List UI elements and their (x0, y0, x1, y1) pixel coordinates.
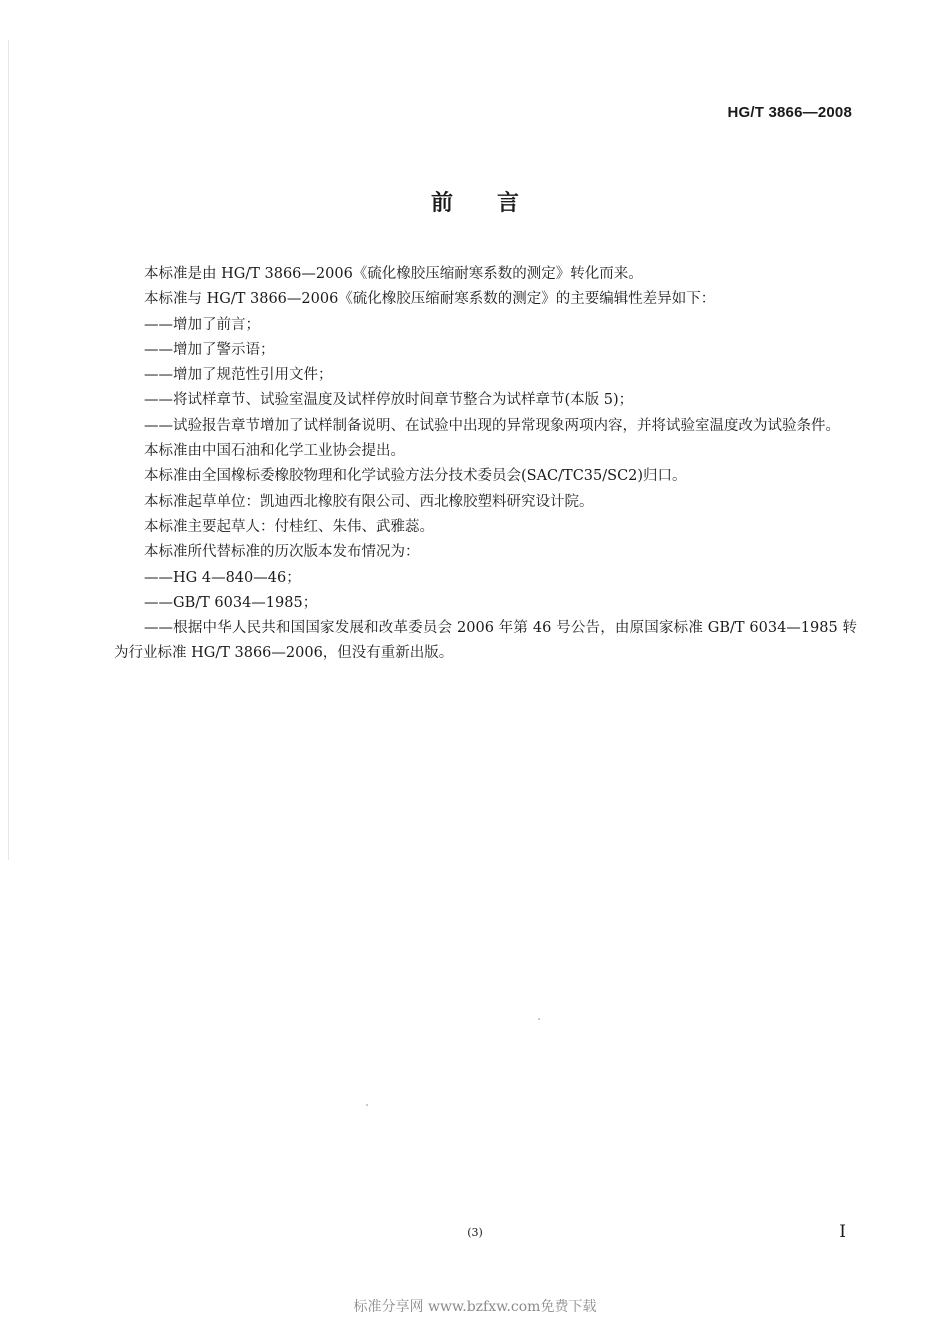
roman-page-number: I (839, 1222, 846, 1242)
standard-code: HG/T 3866—2008 (727, 104, 852, 121)
page-title: 前言 (430, 191, 563, 216)
paragraph: 本标准起草单位：凯迪西北橡胶有限公司、西北橡胶塑料研究设计院。 (144, 493, 594, 510)
list-item: ——增加了前言； (144, 316, 260, 333)
list-item: ——增加了警示语； (144, 341, 275, 358)
scan-speck (366, 1104, 368, 1106)
paragraph: 本标准与 HG/T 3866—2006《硫化橡胶压缩耐寒系数的测定》的主要编辑性差异如下： (144, 291, 716, 308)
paragraph: 本标准是由 HG/T 3866—2006《硫化橡胶压缩耐寒系数的测定》转化而来。 (144, 266, 643, 282)
list-item: ——将试样章节、试验室温度及试样停放时间章节整合为试样章节(本版 5)； (144, 392, 634, 409)
page-marker: (3) (467, 1226, 483, 1239)
list-item: ——GB/T 6034—1985； (144, 594, 318, 611)
list-item: ——试验报告章节增加了试样制备说明、在试验中出现的异常现象两项内容，并将试验室温度改为试验条件。 (144, 417, 840, 434)
paragraph: 本标准由全国橡标委橡胶物理和化学试验方法分技术委员会(SAC/TC35/SC2)归口。 (144, 468, 687, 485)
foreword-body (114, 262, 857, 667)
paragraph: 本标准主要起草人：付桂红、朱伟、武雅蕊。 (144, 518, 434, 535)
paragraph: 本标准所代替标准的历次版本发布情况为： (144, 544, 420, 561)
scan-edge-line (8, 40, 9, 860)
list-item: ——HG 4—840—46； (144, 569, 301, 586)
list-item: ——根据中华人民共和国国家发展和改革委员会 2006 年第 46 号公告，由原国家标准 GB/T 6034—1985 转为行业标准 HG/T 3866—2006，但没有重新出版。 (114, 620, 857, 662)
scan-speck (538, 1018, 540, 1020)
list-item: ——增加了规范性引用文件； (144, 367, 333, 384)
paragraph: 本标准由中国石油和化学工业协会提出。 (144, 443, 405, 460)
watermark-text: 标准分享网 www.bzfxw.com免费下载 (353, 1299, 597, 1315)
